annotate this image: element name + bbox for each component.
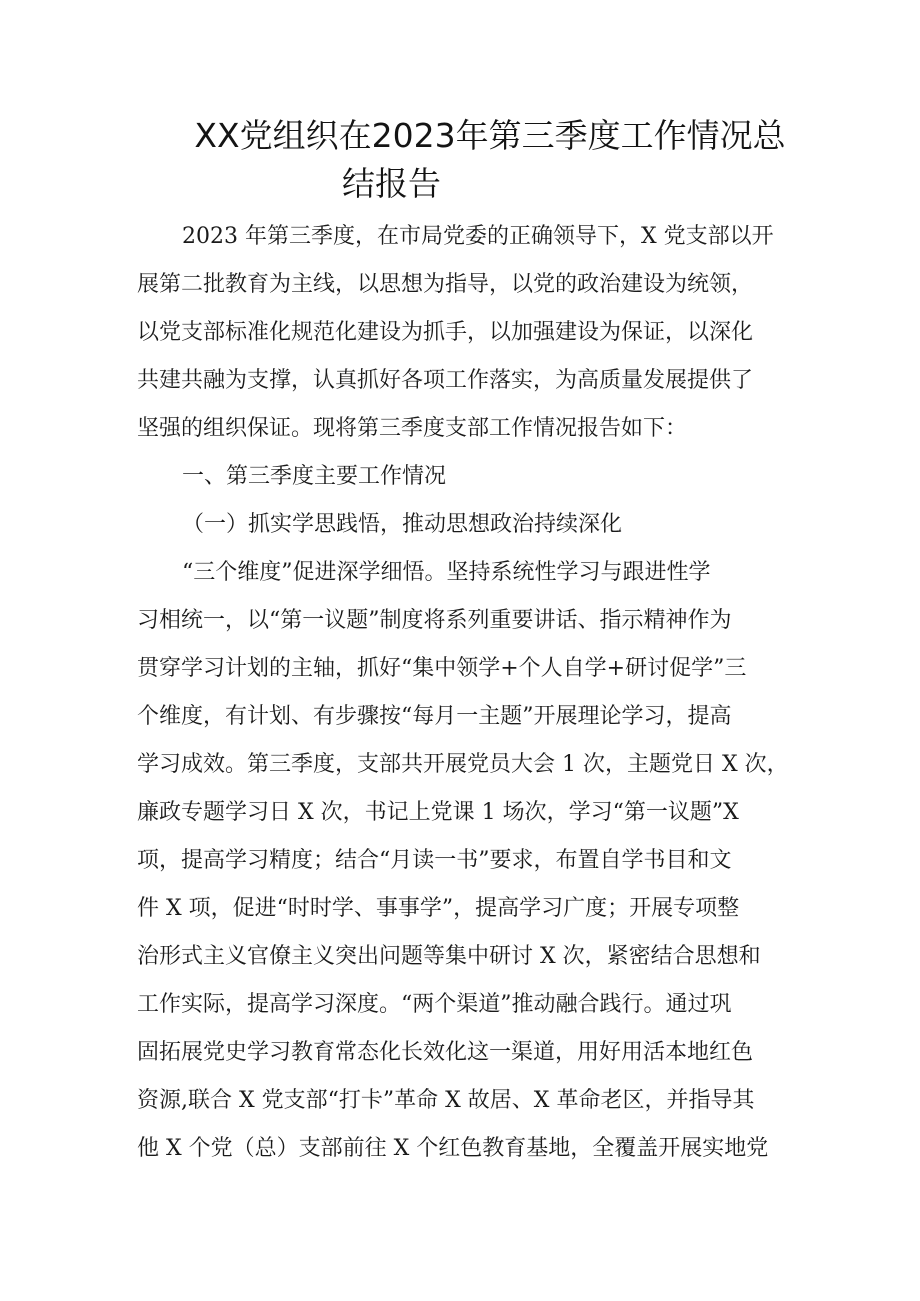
body-line-9: 个维度，有计划、有步骤按“每月一主题”开展理论学习，提高	[137, 704, 732, 729]
body-line-4: 共建共融为支撑，认真抓好各项工作落实，为高质量发展提供了	[137, 368, 754, 393]
body-line-11: 廉政专题学习日 X 次，书记上党课 1 场次，学习“第一议题”X	[137, 800, 739, 825]
body-line-5: 坚强的组织保证。现将第三季度支部工作情况报告如下：	[137, 416, 688, 441]
body-line-16: 固拓展党史学习教育常态化长效化这一渠道，用好用活本地红色	[137, 1040, 754, 1065]
body-line-1: 2023 年第三季度，在市局党委的正确领导下，X 党支部以开	[182, 224, 774, 249]
body-line-12: 项，提高学习精度；结合“月读一书”要求，布置自学书目和文	[137, 848, 732, 873]
body-line-15: 工作实际，提高学习深度。“两个渠道”推动融合践行。通过巩	[137, 992, 732, 1017]
body-line-14: 治形式主义官僚主义突出问题等集中研讨 X 次，紧密结合思想和	[137, 944, 761, 969]
section-heading-1: 一、第三季度主要工作情况	[182, 464, 447, 489]
document-title-line-2: 结报告	[342, 164, 441, 203]
body-line-18: 他 X 个党（总）支部前往 X 个红色教育基地，全覆盖开展实地党	[137, 1136, 769, 1161]
body-line-6: “三个维度”促进深学细悟。坚持系统性学习与跟进性学	[182, 560, 711, 585]
body-line-13: 件 X 项，促进“时时学、事事学”，提高学习广度；开展专项整	[137, 896, 740, 921]
body-line-17: 资源,联合 X 党支部“打卡”革命 X 故居、X 革命老区，并指导其	[137, 1088, 755, 1113]
body-line-3: 以党支部标准化规范化建设为抓手，以加强建设为保证，以深化	[137, 320, 754, 345]
body-line-8: 贯穿学习计划的主轴，抓好“集中领学+个人自学+研讨促学”三	[137, 656, 747, 681]
body-line-2: 展第二批教育为主线，以思想为指导，以党的政治建设为统领，	[137, 272, 754, 297]
document-title-line-1: XX党组织在2023年第三季度工作情况总	[194, 116, 786, 155]
body-line-10: 学习成效。第三季度，支部共开展党员大会 1 次，主题党日 X 次，	[137, 752, 789, 777]
subsection-heading-1: （一）抓实学思践悟，推动思想政治持续深化	[182, 512, 623, 537]
body-line-7: 习相统一，以“第一议题”制度将系列重要讲话、指示精神作为	[137, 608, 732, 633]
